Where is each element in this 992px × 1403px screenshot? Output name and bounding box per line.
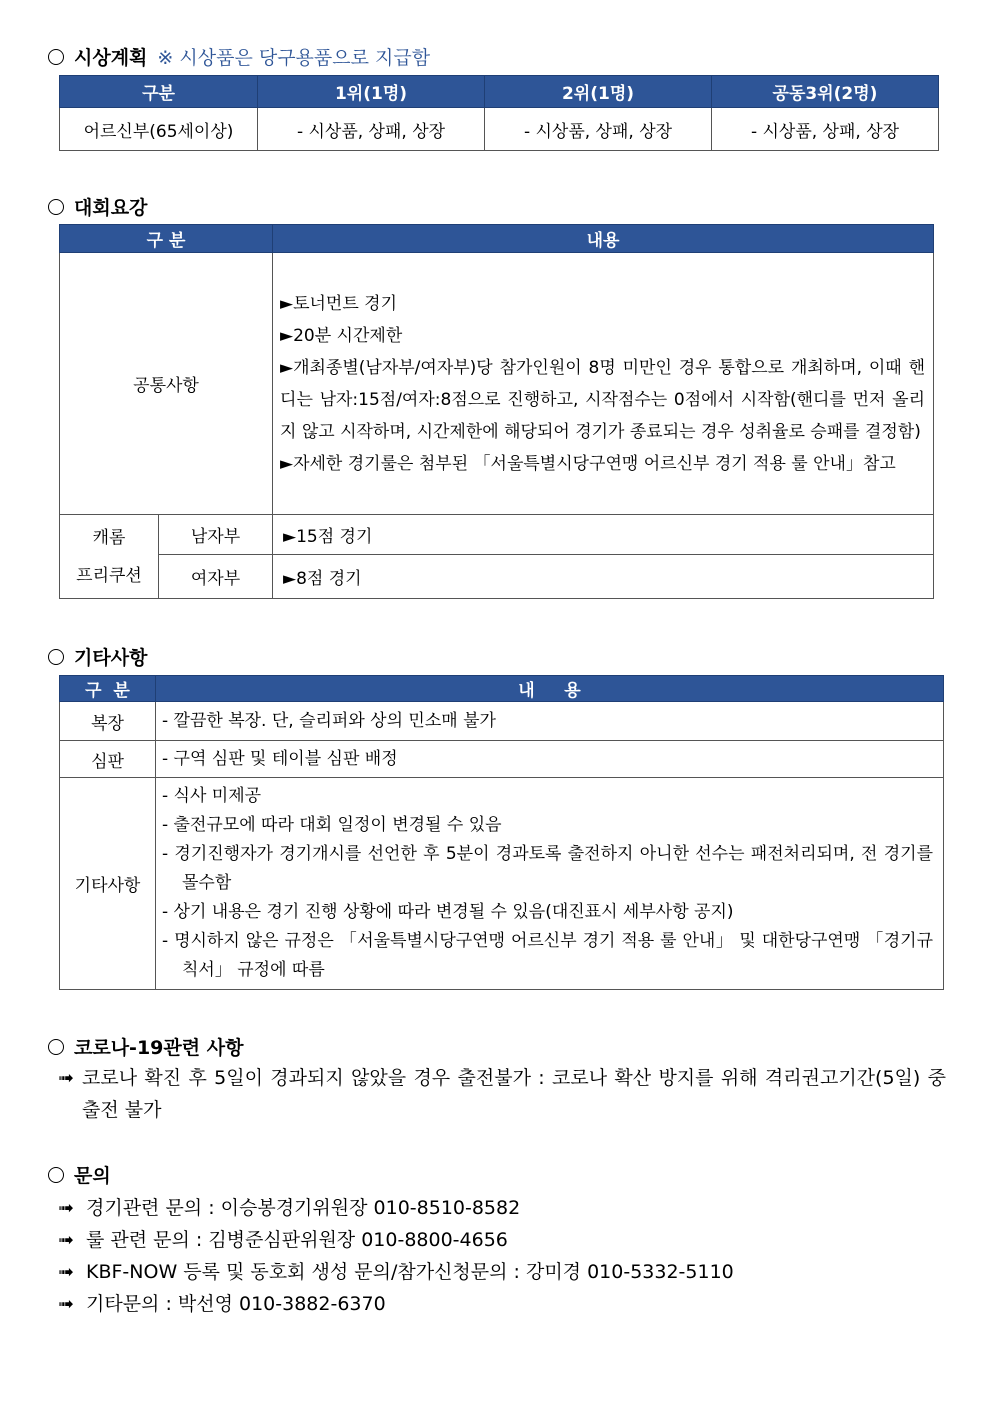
arrow-icon: ➟	[58, 1067, 74, 1089]
rules-men-content: ►15점 경기	[273, 515, 934, 555]
other-table	[59, 675, 944, 990]
prize-table	[59, 75, 939, 151]
rules-men-row	[60, 515, 934, 555]
rules-men-label: 남자부	[159, 515, 273, 555]
rules-header-category: 구 분	[60, 225, 273, 253]
other-referee-item: - 구역 심판 및 테이블 심판 배정	[162, 748, 398, 769]
prize-note: ※ 시상품은 당구용품으로 지급함	[157, 47, 431, 69]
other-row-referee	[60, 741, 944, 778]
contact-item	[58, 1225, 508, 1252]
other-referee-content	[156, 741, 944, 778]
rules-common-item: ►토너먼트 경기	[280, 293, 398, 314]
arrow-icon: ➟	[58, 1229, 74, 1251]
prize-header-row	[60, 76, 939, 108]
other-row-misc	[60, 778, 944, 990]
prize-header-2nd: 2위(1명)	[485, 76, 712, 108]
other-misc-item: - 경기진행자가 경기개시를 선언한 후 5분이 경과토록 출전하지 아니한 선수는 패전처리되며, 전 경기를 몰수함	[162, 844, 933, 893]
other-row-dress	[60, 702, 944, 741]
section-rules-title	[48, 193, 147, 220]
prize-header-1st: 1위(1명)	[258, 76, 485, 108]
other-misc-label: 기타사항	[60, 778, 156, 990]
prize-header-category: 구분	[60, 76, 258, 108]
prize-row	[60, 108, 939, 151]
rules-women-content: ►8점 경기	[273, 555, 934, 599]
circle-bullet-icon	[48, 1167, 64, 1183]
section-other-title	[48, 643, 147, 670]
other-dress-label: 복장	[60, 702, 156, 741]
contact-text: 기타문의 : 박선영 010-3882-6370	[86, 1293, 386, 1315]
circle-bullet-icon	[48, 49, 64, 65]
section-corona-title	[48, 1033, 243, 1060]
other-title: 기타사항	[74, 647, 148, 669]
prize-title: 시상계획	[74, 47, 148, 69]
arrow-icon: ➟	[58, 1261, 74, 1283]
other-header-content: 내 용	[156, 676, 944, 702]
rules-carom-label	[60, 515, 159, 599]
contact-title: 문의	[74, 1165, 111, 1187]
rules-women-label: 여자부	[159, 555, 273, 599]
prize-category-cell: 어르신부(65세이상)	[60, 108, 258, 151]
prize-3rd-cell: - 시상품, 상패, 상장	[712, 108, 939, 151]
arrow-icon: ➟	[58, 1293, 74, 1315]
circle-bullet-icon	[48, 199, 64, 215]
corona-text: 코로나 확진 후 5일이 경과되지 않았을 경우 출전불가 : 코로나 확산 방지를 위해 격리권고기간(5일) 중 출전 불가	[82, 1067, 946, 1121]
rules-common-item: ►자세한 경기룰은 첨부된 「서울특별시당구연맹 어르신부 경기 적용 룰 안내」참고	[280, 453, 896, 474]
prize-1st-cell: - 시상품, 상패, 상장	[258, 108, 485, 151]
other-misc-content	[156, 778, 944, 990]
rules-common-content	[273, 253, 934, 515]
section-contact-title	[48, 1161, 111, 1188]
rules-title: 대회요강	[74, 197, 148, 219]
corona-title: 코로나-19관련 사항	[74, 1037, 244, 1059]
rules-common-item: ►개최종별(남자부/여자부)당 참가인원이 8명 미만인 경우 통합으로 개최하며, 이때 핸디는 남자:15점/여자:8점으로 진행하고, 시작점수는 0점에서 시작함(핸디를 먼저 올리지 않고 시작하며, 시간제한에 해당되어 경기가 종료되는 경우 성취율로 승패를 결정함)	[280, 357, 926, 442]
section-prize-title	[48, 43, 430, 70]
contact-text: 경기관련 문의 : 이승봉경기위원장 010-8510-8582	[86, 1197, 521, 1219]
corona-notice	[58, 1062, 946, 1126]
rules-table	[59, 224, 934, 599]
other-referee-label: 심판	[60, 741, 156, 778]
rules-women-row	[60, 555, 934, 599]
other-dress-content	[156, 702, 944, 741]
circle-bullet-icon	[48, 1039, 64, 1055]
arrow-icon: ➟	[58, 1197, 74, 1219]
rules-carom-label-line2: 프리쿠션	[76, 565, 142, 586]
contact-item	[58, 1193, 520, 1220]
contact-text: 룰 관련 문의 : 김병준심판위원장 010-8800-4656	[86, 1229, 508, 1251]
other-misc-item: - 명시하지 않은 규정은 「서울특별시당구연맹 어르신부 경기 적용 룰 안내」 및 대한당구연맹 「경기규칙서」 규정에 따름	[162, 931, 933, 980]
prize-2nd-cell: - 시상품, 상패, 상장	[485, 108, 712, 151]
other-dress-item: - 깔끔한 복장. 단, 슬리퍼와 상의 민소매 불가	[162, 710, 496, 731]
other-header-category: 구 분	[60, 676, 156, 702]
rules-header-content: 내용	[273, 225, 934, 253]
rules-common-item: ►20분 시간제한	[280, 325, 403, 346]
contact-item	[58, 1257, 734, 1284]
prize-header-3rd: 공동3위(2명)	[712, 76, 939, 108]
rules-common-label: 공통사항	[60, 253, 273, 515]
other-misc-item: - 식사 미제공	[162, 786, 262, 806]
rules-common-row	[60, 253, 934, 515]
other-header-row	[60, 676, 944, 702]
circle-bullet-icon	[48, 649, 64, 665]
other-misc-item: - 출전규모에 따라 대회 일정이 변경될 수 있음	[162, 815, 502, 835]
contact-text: KBF-NOW 등록 및 동호회 생성 문의/참가신청문의 : 강미경 010-5332-5110	[86, 1261, 734, 1283]
contact-item	[58, 1289, 386, 1316]
other-misc-item: - 상기 내용은 경기 진행 상황에 따라 변경될 수 있음(대진표시 세부사항 공지)	[162, 902, 734, 922]
rules-carom-label-line1: 캐롬	[92, 527, 126, 548]
rules-header-row	[60, 225, 934, 253]
